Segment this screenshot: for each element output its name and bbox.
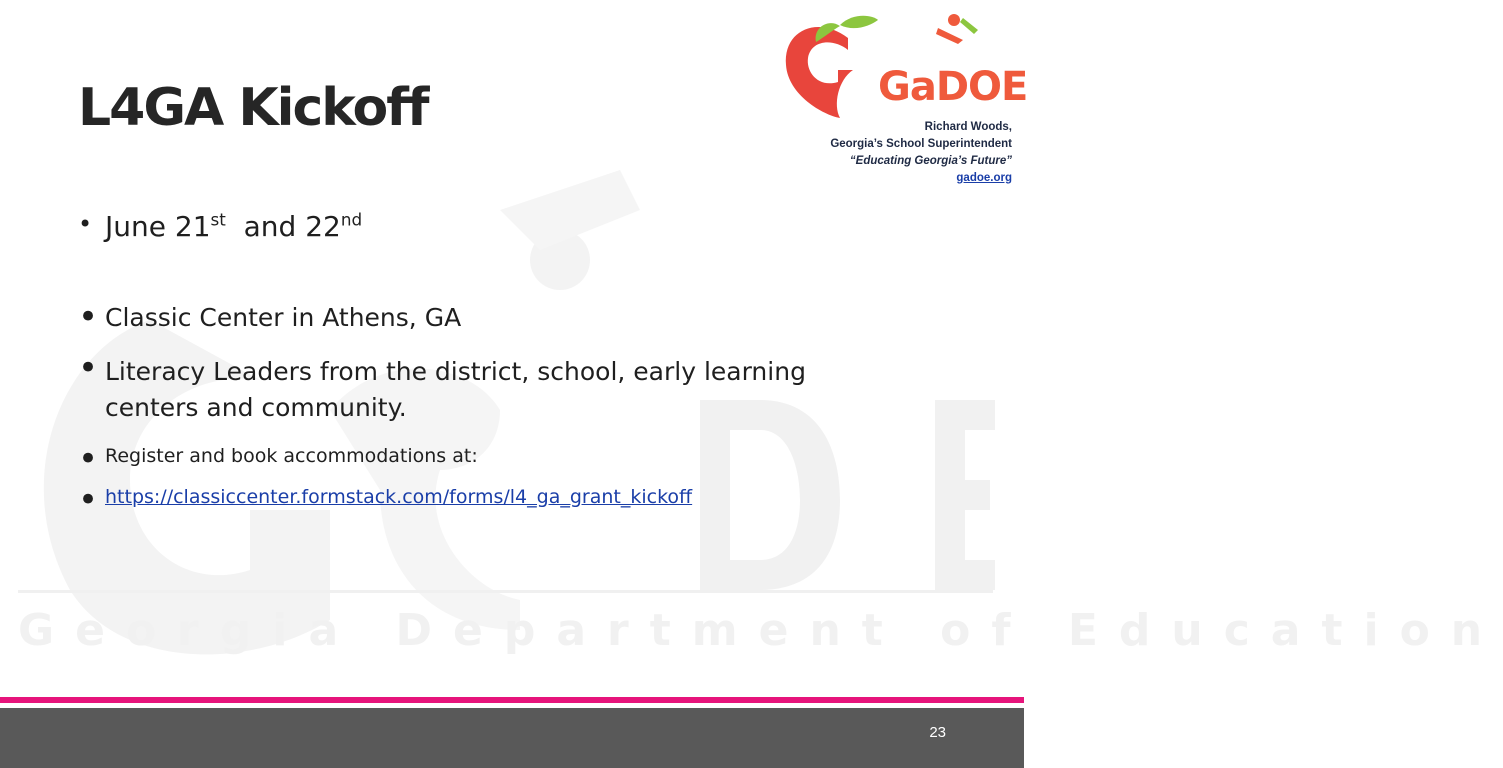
website-link[interactable]: gadoe.org	[956, 172, 1012, 184]
logo-wordmark: GaDOE	[878, 64, 1028, 110]
footer-accent-line	[0, 697, 1024, 703]
logo-info	[830, 119, 1012, 187]
dates-text: June 21st and 22nd	[105, 209, 363, 243]
bullet-dot-icon: •	[78, 348, 99, 388]
superintendent-name: Richard Woods,	[924, 121, 1012, 133]
watermark-text: Georgia Department of Education	[18, 605, 1503, 656]
slide-title: L4GA Kickoff	[78, 78, 428, 138]
apple-heart-logo-icon	[786, 27, 853, 118]
motto: “Educating Georgia’s Future”	[849, 155, 1012, 167]
bullet-dot-icon: •	[78, 210, 93, 238]
bullet-dot-icon: •	[78, 439, 99, 479]
slide: Georgia Department of Education L4GA Kickoff GaDOE Richard Woods, Georgia’s School Superintendent “Educating Georgia’s Future” gadoe.org • June 21st and 22nd • Classic Center in Athens, GA • Literacy Leaders from the district, school, early learning centers and community. • Register and book accommodations at: • https://classiccenter.formstack.com/forms/l4_ga_grant_kickoff 23	[0, 0, 1024, 768]
superintendent-title: Georgia’s School Superintendent	[830, 138, 1012, 150]
student-figure-icon	[948, 14, 960, 26]
page-number: 23	[929, 724, 946, 741]
bullet-dot-icon: •	[78, 297, 99, 337]
registration-link[interactable]: https://classiccenter.formstack.com/forms/l4_ga_grant_kickoff	[105, 486, 693, 508]
footer-bar	[0, 708, 1024, 768]
bullet-dot-icon: •	[78, 480, 99, 520]
